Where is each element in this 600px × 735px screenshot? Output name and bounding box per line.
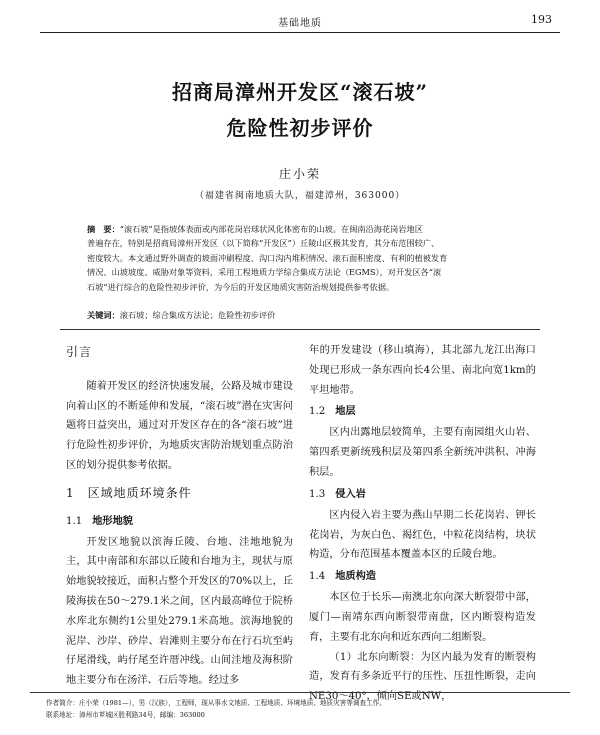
- subsection-heading-1-3: 1.3 侵入岩: [309, 487, 366, 500]
- abstract-line: 普遍存在，特别是招商局漳州开发区（以下简称“开发区”）丘陵山区极其发育，其分布范围较广、: [87, 238, 440, 249]
- abstract-separator: [60, 329, 540, 330]
- author-affiliation: （福建省闽南地质大队，福建漳州，363000）: [194, 191, 406, 201]
- keywords: [87, 310, 532, 321]
- abstract-line: 石坡”进行综合的危险性初步评价，为今后的开发区地质灾害防治规划提供参考依据。: [87, 281, 395, 292]
- keywords-label: 关键词：: [87, 310, 120, 320]
- footnote-author-bio: 作者简介：庄小荣（1981—），男（汉族），工程师，现从事水文地质、工程地质、环境地质、地质灾害等调查工作。: [46, 699, 386, 707]
- landform-paragraph: 开发区地貌以滨海丘陵、台地、洼地地貌为主，其中南部和东部以丘陵和台地为主，现状与原始地貌较接近，面积占整个开发区的70%以上，丘陵海拔在50～279.1米之间，区内最高峰位于院桥水库北东侧约1公里处279.1米高地。滨海地貌的泥岸、沙岸、砂岸、岩滩则主要分布在行石坑至屿仔尾滑线，屿仔尾至许厝冲线。山间洼地及海积阶地主要分布在汤洋、石后等地。经过多: [66, 536, 293, 687]
- intro-paragraph: 随着开发区的经济快速发展，公路及城市建设向着山区的不断延伸和发展，“滚石坡”潜在灾害问题将日益突出，通过对开发区存在的各“滚石坡”进行危险性初步评价，为地质灾害防治规划重点防治区的划分提供参考依据。: [66, 380, 293, 471]
- paper-title-line-1: 招商局漳州开发区“滚石坡”: [171, 80, 428, 104]
- paper-title-line-2: 危险性初步评价: [226, 116, 374, 140]
- abstract: [87, 222, 532, 294]
- keywords-text: 滚石坡；综合集成方法论；危险性初步评价: [119, 310, 276, 320]
- intrusive-rock-paragraph: 区内侵入岩主要为燕山早期二长花岗岩、钾长花岗岩，为灰白色、褐红色，中粒花岗结构，块状构造，分布范围基本覆盖本区的丘陵台地。: [309, 509, 536, 561]
- abstract-line: 摘 要：“滚石坡”是指坡体表面或内部花岗岩球状风化体密布的山坡。在闽南沿海花岗岩地区: [87, 224, 423, 234]
- left-column: [66, 343, 293, 691]
- continued-paragraph: 年的开发建设（移山填海），其北部九龙江出海口处现已形成一条东西向长4公里、南北向宽1km的平坦地带。: [309, 345, 536, 396]
- section-heading-1: 1 区域地质环境条件: [66, 485, 192, 500]
- subsection-heading-1-2: 1.2 地层: [309, 405, 356, 418]
- footnote-address: 联系地址：漳州市芗城区胜利路34号，邮编：363000: [46, 711, 205, 719]
- footnote: [46, 697, 566, 721]
- structure-paragraph: 本区位于长乐—南澳北东向深大断裂带中部，厦门—南靖东西向断裂带南盘，区内断裂构造发育，主要有北东向和近东西向二组断裂。: [309, 592, 536, 643]
- abstract-line: 情况、山坡坡度、威胁对象等资料，采用工程地质力学综合集成方法论（EGMS），对开发区各“滚: [87, 267, 442, 278]
- subsection-heading-1-4: 1.4 地质构造: [309, 570, 376, 583]
- abstract-line: 密度较大。本文通过野外调查的坡面冲刷程度、沟口沟内堆积情况、滚石面积密度、有利的植被发育: [87, 252, 448, 263]
- header-rule: [40, 32, 560, 33]
- strata-paragraph: 区内出露地层较简单，主要有南园组火山岩、第四系更新统残积层及第四系全新统冲洪积、冲海积层。: [309, 427, 536, 478]
- running-header-journal: 基础地质: [278, 18, 322, 29]
- abstract-label: 摘 要：: [87, 224, 120, 234]
- author-name: 庄小荣: [278, 167, 321, 181]
- page-number: 193: [531, 13, 552, 26]
- footnote-rule: [30, 692, 570, 693]
- section-heading-intro: 引言: [66, 345, 93, 359]
- right-column: [309, 341, 536, 707]
- ne-fault-paragraph: （1）北东向断裂：为区内最为发育的断裂构造，发育有多条近平行的压性、压扭性断裂，走向NE30～40°，倾向SE或NW，: [309, 651, 536, 703]
- subsection-heading-1-1: 1.1 地形地貌: [66, 514, 133, 527]
